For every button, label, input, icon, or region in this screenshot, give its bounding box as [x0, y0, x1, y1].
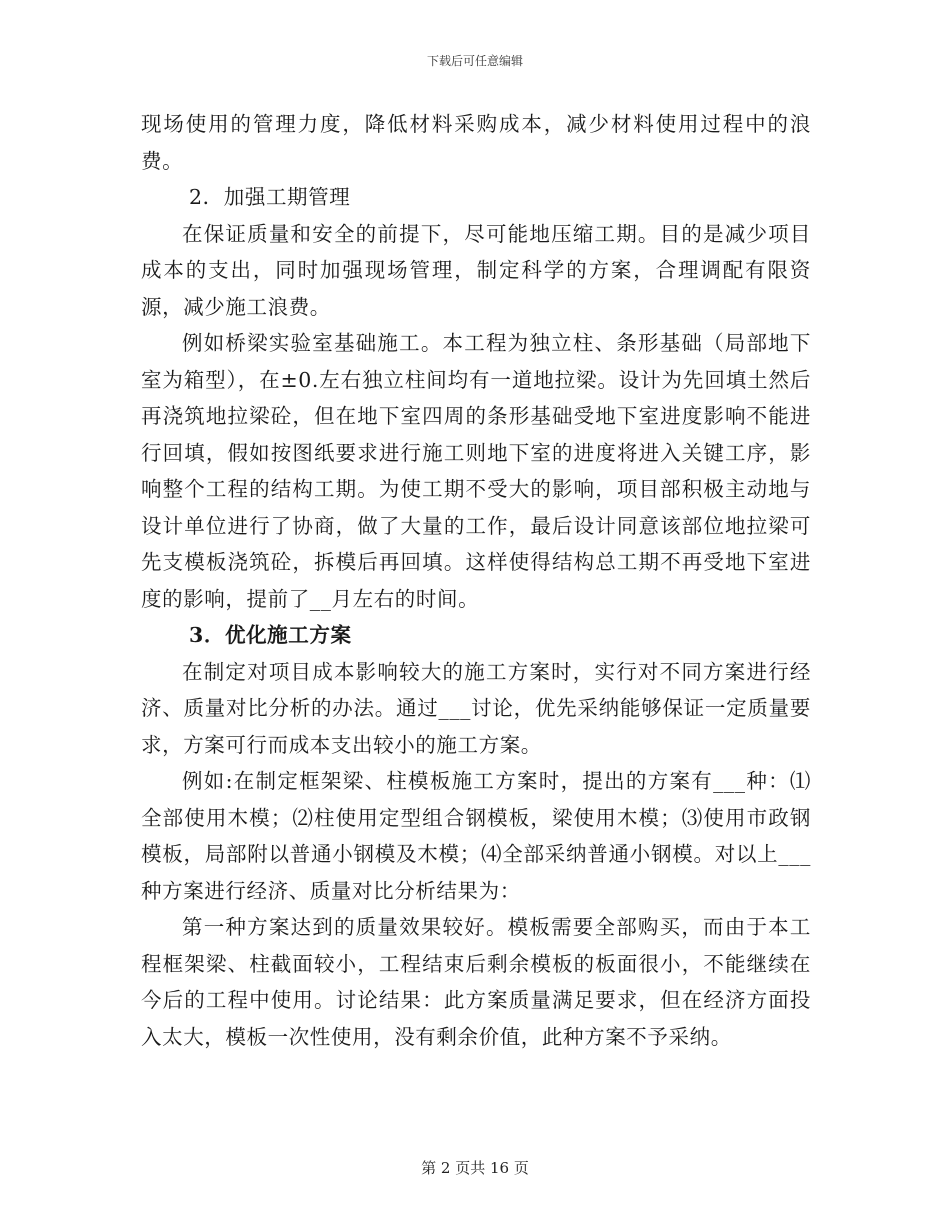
section-heading-3: 3．优化施工方案: [189, 623, 352, 647]
paragraph: 第一种方案达到的质量效果较好。模板需要全部购买，而由于本工程框架梁、柱截面较小，工程结束后剩余模板的板面很小，不能继续在今后的工程中使用。讨论结果：此方案质量满足要求，但在经济方面投入太大，模板一次性使用，没有剩余价值，此种方案不予采纳。: [141, 915, 811, 1049]
paragraph: 在保证质量和安全的前提下，尽可能地压缩工期。目的是减少项目成本的支出，同时加强现场管理，制定科学的方案，合理调配有限资源，减少施工浪费。: [141, 221, 811, 319]
paragraph: 例如:在制定框架梁、柱模板施工方案时，提出的方案有___种：⑴全部使用木模；⑵柱使用定型组合钢模板，梁使用木模；⑶使用市政钢模板，局部附以普通小钢模及木模；⑷全部采纳普通小钢模。对以上___种方案进行经济、质量对比分析结果为：: [141, 769, 811, 903]
section-heading-2: 2．加强工期管理: [189, 185, 351, 209]
body-text: [141, 106, 811, 1055]
paragraph-continuation: 现场使用的管理力度，降低材料采购成本，减少材料使用过程中的浪费。: [141, 112, 811, 173]
page-header: 下载后可任意编辑: [426, 54, 523, 68]
page-footer: 第 2 页共 16 页: [421, 1159, 529, 1177]
paragraph: 例如桥梁实验室基础施工。本工程为独立柱、条形基础（局部地下室为箱型），在±0.左右独立柱间均有一道地拉梁。设计为先回填土然后再浇筑地拉梁砼，但在地下室四周的条形基础受地下室进度影响不能进行回填，假如按图纸要求进行施工则地下室的进度将进入关键工序，影响整个工程的结构工期。为使工期不受大的影响，项目部积极主动地与设计单位进行了协商，做了大量的工作，最后设计同意该部位地拉梁可先支模板浇筑砼，拆模后再回填。这样使得结构总工期不再受地下室进度的影响，提前了__月左右的时间。: [141, 331, 811, 611]
paragraph: 在制定对项目成本影响较大的施工方案时，实行对不同方案进行经济、质量对比分析的办法。通过___讨论，优先采纳能够保证一定质量要求，方案可行而成本支出较小的施工方案。: [141, 659, 811, 757]
